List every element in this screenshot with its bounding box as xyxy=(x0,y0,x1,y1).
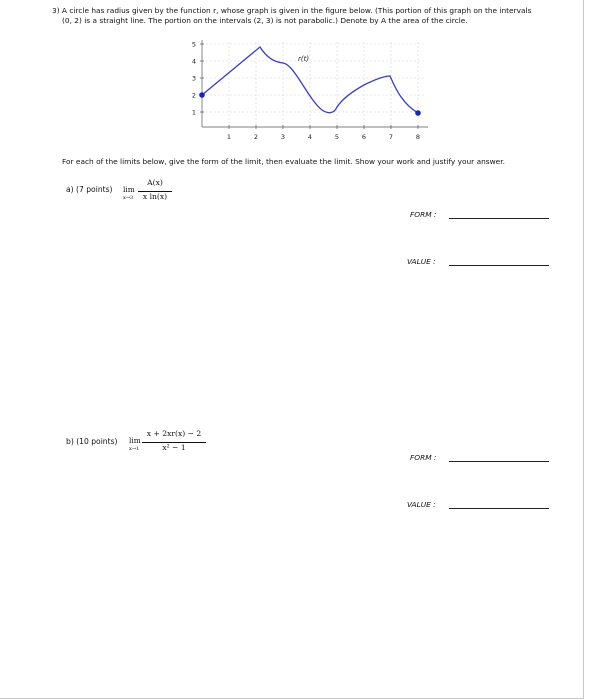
graph-grid xyxy=(202,42,425,127)
x-tick-5: 5 xyxy=(334,133,340,141)
question-line-1: 3) A circle has radius given by the function r, whose graph is given in the figure below. (This portion of this graph on the intervals xyxy=(52,6,532,15)
part-a-lim-sub: x→3 xyxy=(123,195,134,201)
y-tick-4: 4 xyxy=(191,57,196,66)
part-a-value-answer-line[interactable] xyxy=(449,265,549,266)
x-tick-2: 2 xyxy=(253,133,259,141)
part-a-lim: lim xyxy=(123,185,135,194)
x-tick-4: 4 xyxy=(307,133,313,141)
part-a-denominator: x ln(x) xyxy=(142,192,168,201)
part-a-label: a) (7 points) xyxy=(66,185,113,194)
part-b-denominator: x² − 1 xyxy=(162,443,186,452)
y-tick-5: 5 xyxy=(191,40,196,49)
part-b-numerator: x + 2xr(x) − 2 xyxy=(146,429,202,438)
x-tick-6: 6 xyxy=(361,133,367,141)
question-line-2: (0, 2) is a straight line. The portion on the intervals (2, 3) is not parabolic.) Denote by A the area of the circle. xyxy=(62,16,468,25)
part-b-form-answer-line[interactable] xyxy=(449,461,549,462)
graph-r-of-t xyxy=(180,36,430,146)
y-tick-2: 2 xyxy=(191,91,196,100)
part-b-lim: lim xyxy=(129,436,141,445)
part-a-form-label: FORM : xyxy=(410,210,437,219)
x-tick-1: 1 xyxy=(226,133,232,141)
right-endpoint-dot xyxy=(415,110,421,116)
x-tick-7: 7 xyxy=(388,133,394,141)
y-tick-3: 3 xyxy=(191,74,196,83)
part-b-value-label: VALUE : xyxy=(407,500,436,509)
part-b-value-answer-line[interactable] xyxy=(449,508,549,509)
y-tick-1: 1 xyxy=(191,108,196,117)
part-a-value-label: VALUE : xyxy=(407,257,436,266)
x-tick-3: 3 xyxy=(280,133,286,141)
x-tick-8: 8 xyxy=(415,133,421,141)
part-b-lim-sub: x→1 xyxy=(129,446,140,452)
curve-label: r(t) xyxy=(298,55,310,63)
left-endpoint-dot xyxy=(199,92,205,98)
part-a-numerator: A(x) xyxy=(147,178,163,187)
part-a-form-answer-line[interactable] xyxy=(449,218,549,219)
instructions: For each of the limits below, give the form of the limit, then evaluate the limit. Show your work and justify your answer. xyxy=(62,157,505,166)
part-b-label: b) (10 points) xyxy=(66,437,118,446)
part-b-form-label: FORM : xyxy=(410,453,437,462)
